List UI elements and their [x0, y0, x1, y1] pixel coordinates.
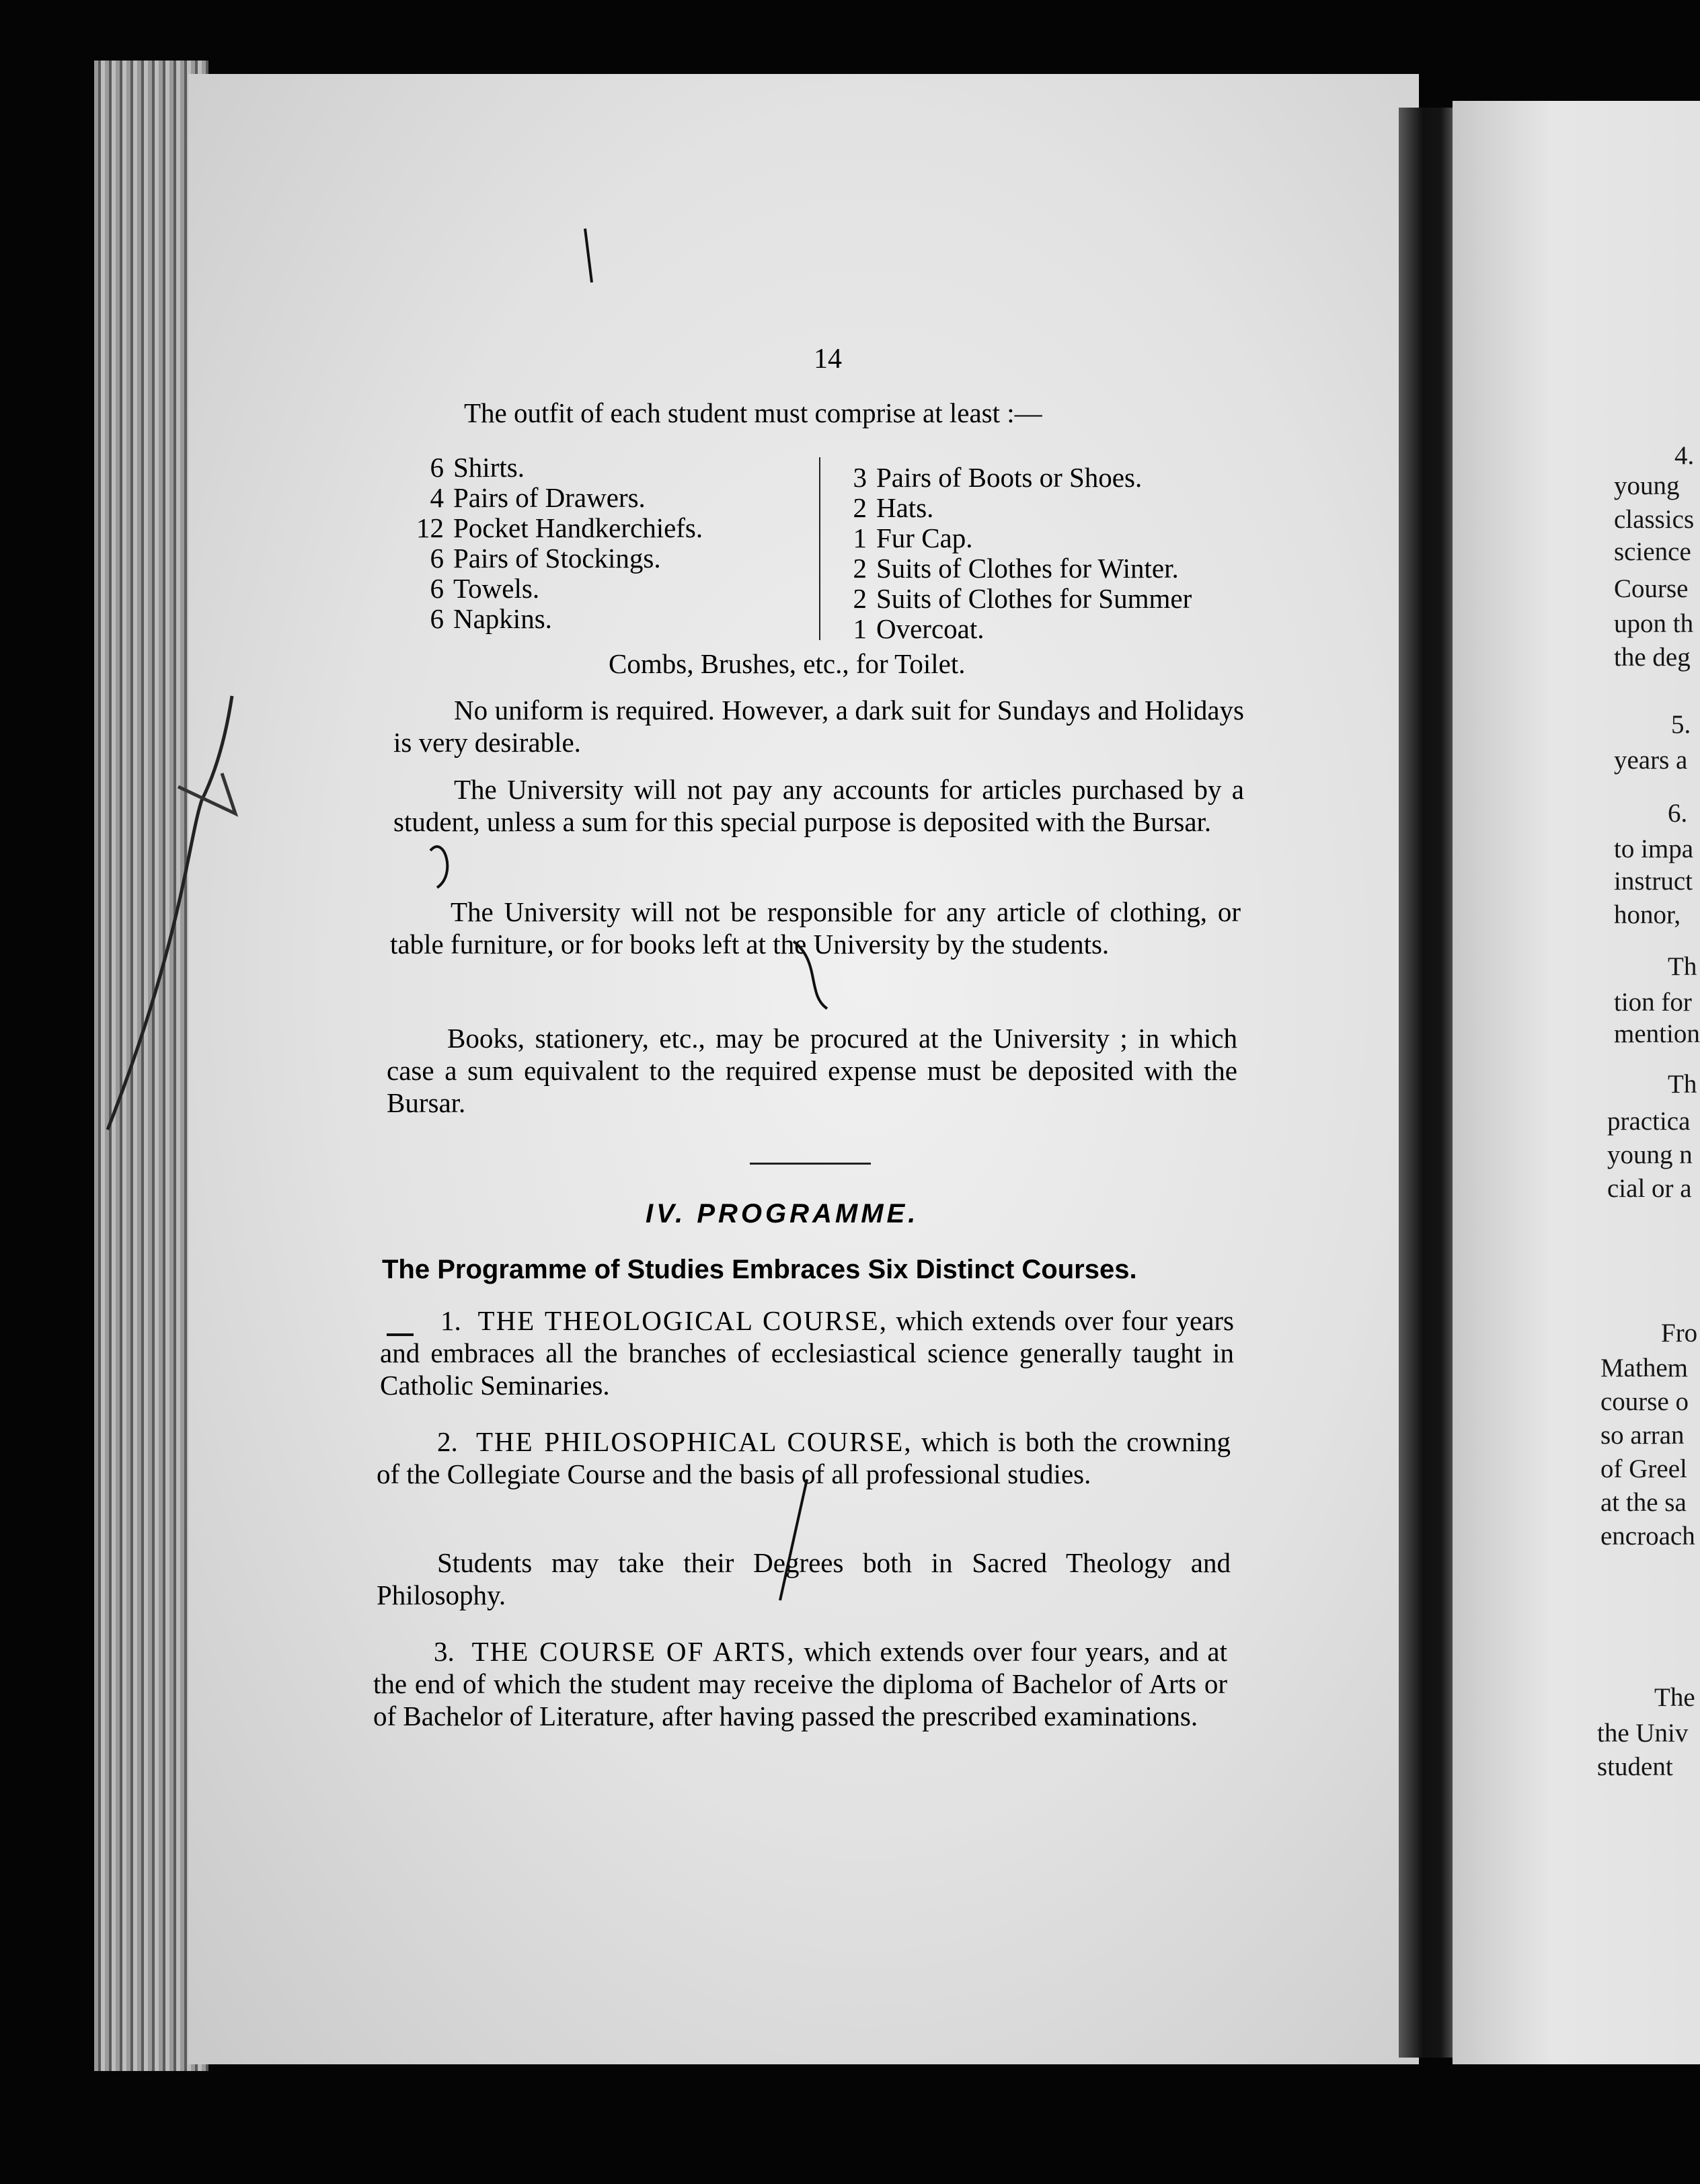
- next-page: [1453, 101, 1700, 2064]
- list-item: [851, 553, 1192, 584]
- page-number: 14: [814, 344, 842, 375]
- next-page-line: student: [1597, 1752, 1673, 1781]
- next-page-line: classics: [1614, 505, 1695, 534]
- section-title: IV. PROGRAMME.: [646, 1199, 919, 1228]
- item-quantity: 6: [430, 603, 444, 634]
- course-theological: [380, 1304, 1234, 1401]
- item-name: Suits of Clothes for Winter.: [876, 553, 1179, 584]
- list-item: [851, 584, 1192, 614]
- item-quantity: 4: [430, 482, 444, 513]
- item-name: Suits of Clothes for Summer: [876, 583, 1192, 614]
- outfit-list-left: [397, 453, 703, 634]
- item-quantity: 6: [430, 543, 444, 574]
- course-text: which is both the crowning of the Collegiate Course and the basis of all professional studies.: [377, 1426, 1231, 1489]
- section-rule: [750, 1163, 871, 1165]
- item-quantity: 2: [853, 553, 867, 584]
- item-name: Pairs of Boots or Shoes.: [876, 462, 1143, 493]
- course-name: THE COURSE OF ARTS,: [471, 1636, 796, 1667]
- paragraph-degrees: [377, 1547, 1231, 1611]
- item-name: Pocket Handkerchiefs.: [453, 512, 703, 543]
- course-text: which extends over four years and embraces all the branches of ecclesiastical science generally taught in Catholic Seminaries.: [380, 1305, 1235, 1401]
- next-page-line: Fro: [1661, 1319, 1698, 1348]
- list-item: [851, 463, 1192, 493]
- next-page-line: to impa: [1614, 834, 1694, 863]
- item-quantity: 6: [430, 452, 444, 483]
- list-divider: [819, 457, 820, 640]
- next-page-line: encroach: [1600, 1522, 1695, 1551]
- outfit-intro: The outfit of each student must comprise at least :—: [464, 397, 1042, 428]
- next-page-line: Th: [1668, 1070, 1697, 1099]
- outfit-list-right: [851, 463, 1192, 644]
- next-page-line: science: [1614, 537, 1691, 566]
- paragraph-books: Books, stationery, etc., may be procured at the University ; in which case a sum equivalent to the required expense must be deposited with the Bursar.: [387, 1023, 1237, 1118]
- next-page-line: young n: [1607, 1140, 1693, 1169]
- toilet-line: Combs, Brushes, etc., for Toilet.: [609, 648, 966, 679]
- course-name: THE PHILOSOPHICAL COURSE,: [475, 1426, 913, 1457]
- course-name: THE THEOLOGICAL COURSE,: [477, 1305, 888, 1336]
- item-name: Shirts.: [453, 452, 525, 483]
- next-page-line: honor,: [1614, 900, 1681, 929]
- next-page-line: Course: [1614, 574, 1689, 603]
- item-quantity: 12: [416, 512, 444, 543]
- next-page-line: 6.: [1668, 799, 1688, 828]
- item-quantity: 2: [853, 492, 867, 523]
- next-page-line: tion for: [1614, 988, 1692, 1017]
- item-name: Overcoat.: [876, 613, 984, 644]
- list-item: [397, 604, 703, 634]
- next-page-line: the deg: [1614, 643, 1691, 672]
- next-page-line: young: [1614, 471, 1680, 500]
- course-text: which extends over four years, and at the end of which the student may receive the diploma of Bachelor of Arts or of Bachelor of Literature, after having passed the prescribed examinations.: [373, 1636, 1228, 1731]
- course-number: 2.: [437, 1426, 458, 1457]
- item-quantity: 1: [853, 522, 867, 553]
- next-page-line: at the sa: [1600, 1488, 1687, 1517]
- list-item: [397, 453, 703, 483]
- item-quantity: 6: [430, 573, 444, 604]
- list-item: [851, 493, 1192, 523]
- item-name: Fur Cap.: [876, 522, 973, 553]
- paragraph-responsibility: The University will not be responsible for any article of clothing, or table furniture, or for books left at the University by the students.: [390, 896, 1241, 960]
- item-name: Towels.: [453, 573, 540, 604]
- paragraph-accounts: The University will not pay any accounts for articles purchased by a student, unless a sum for this special purpose is deposited with the Bursar.: [393, 774, 1244, 837]
- list-item: [397, 543, 703, 574]
- next-page-line: mention: [1614, 1019, 1700, 1048]
- next-page-line: Th: [1668, 952, 1697, 981]
- next-page-line: of Greel: [1600, 1454, 1687, 1483]
- next-page-line: 5.: [1671, 710, 1691, 739]
- course-number: 3.: [434, 1636, 455, 1667]
- list-item: [397, 513, 703, 543]
- item-name: Pairs of Stockings.: [453, 543, 661, 574]
- item-quantity: 1: [853, 613, 867, 644]
- list-item: [397, 483, 703, 513]
- item-quantity: 2: [853, 583, 867, 614]
- next-page-line: cial or a: [1607, 1174, 1692, 1203]
- item-name: Napkins.: [453, 603, 552, 634]
- next-page-line: Mathem: [1600, 1354, 1688, 1382]
- next-page-line: The: [1654, 1683, 1695, 1712]
- section-subtitle: The Programme of Studies Embraces Six Distinct Courses.: [382, 1255, 1137, 1284]
- item-name: Pairs of Drawers.: [453, 482, 646, 513]
- course-text: Students may take their Degrees both in Sacred Theology and Philosophy.: [377, 1547, 1231, 1610]
- next-page-line: the Univ: [1597, 1719, 1689, 1748]
- item-quantity: 3: [853, 462, 867, 493]
- next-page-line: 4.: [1674, 441, 1695, 470]
- next-page-line: years a: [1614, 746, 1688, 775]
- next-page-line: so arran: [1600, 1421, 1685, 1450]
- list-item: [851, 614, 1192, 644]
- list-item: [397, 574, 703, 604]
- list-item: [851, 523, 1192, 553]
- course-number: 1.: [440, 1305, 461, 1336]
- next-page-line: course o: [1600, 1387, 1689, 1416]
- next-page-line: instruct: [1614, 867, 1693, 896]
- item-name: Hats.: [876, 492, 934, 523]
- next-page-line: upon th: [1614, 609, 1694, 638]
- course-philosophical: [377, 1426, 1231, 1490]
- paragraph-uniform: No uniform is required. However, a dark suit for Sundays and Holidays is very desirable.: [393, 695, 1244, 758]
- book-gutter: [1399, 108, 1459, 2058]
- course-arts: [373, 1635, 1227, 1732]
- next-page-line: practica: [1607, 1107, 1691, 1136]
